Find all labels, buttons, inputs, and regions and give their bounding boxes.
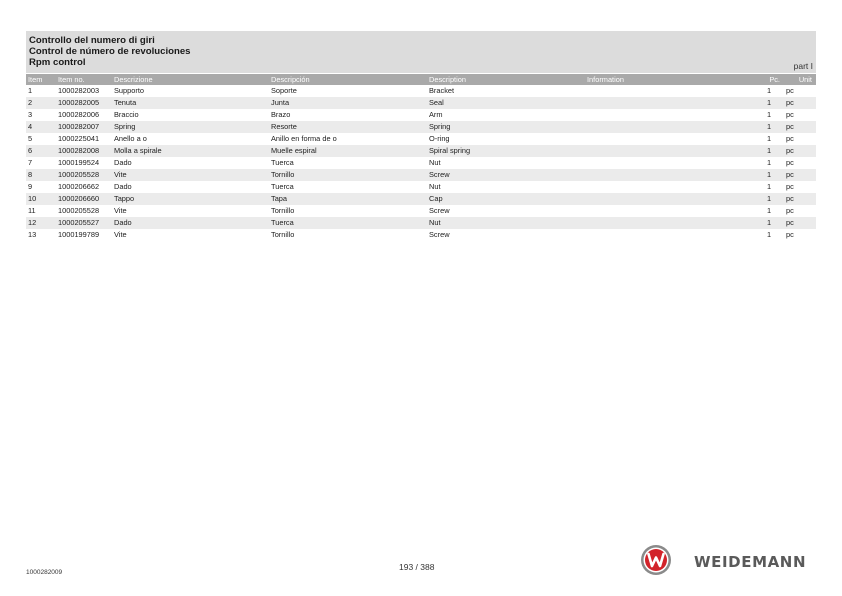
table-row <box>26 109 816 121</box>
cell-information <box>585 109 757 121</box>
title-english: Rpm control <box>29 57 86 68</box>
cell-item: 8 <box>26 169 56 181</box>
cell-descripcion: Resorte <box>269 121 427 133</box>
cell-information <box>585 145 757 157</box>
cell-descrizione: Spring <box>112 121 269 133</box>
cell-information <box>585 193 757 205</box>
cell-pc: 1 <box>757 85 784 97</box>
cell-description: Nut <box>427 157 585 169</box>
table-row <box>26 205 816 217</box>
cell-item: 4 <box>26 121 56 133</box>
cell-information <box>585 157 757 169</box>
cell-pc: 1 <box>757 157 784 169</box>
cell-description: Screw <box>427 229 585 241</box>
cell-item-no: 1000199789 <box>56 229 112 241</box>
cell-information <box>585 217 757 229</box>
col-unit: Unit <box>784 74 816 85</box>
cell-item: 11 <box>26 205 56 217</box>
brand-name: WEIDEMANN <box>694 553 807 571</box>
cell-descrizione: Vite <box>112 205 269 217</box>
cell-pc: 1 <box>757 229 784 241</box>
table-row <box>26 121 816 133</box>
cell-descripcion: Tuerca <box>269 181 427 193</box>
cell-pc: 1 <box>757 109 784 121</box>
cell-unit: pc <box>784 217 816 229</box>
cell-descripcion: Tuerca <box>269 217 427 229</box>
cell-item: 6 <box>26 145 56 157</box>
cell-descrizione: Tenuta <box>112 97 269 109</box>
cell-description: Bracket <box>427 85 585 97</box>
col-description: Description <box>427 74 585 85</box>
cell-unit: pc <box>784 169 816 181</box>
cell-pc: 1 <box>757 205 784 217</box>
header-box <box>26 31 816 73</box>
cell-descripcion: Tapa <box>269 193 427 205</box>
weidemann-logo-icon <box>640 544 672 576</box>
cell-descripcion: Anillo en forma de o <box>269 133 427 145</box>
cell-item-no: 1000206662 <box>56 181 112 193</box>
cell-descripcion: Soporte <box>269 85 427 97</box>
cell-information <box>585 121 757 133</box>
table-row <box>26 217 816 229</box>
cell-unit: pc <box>784 157 816 169</box>
cell-unit: pc <box>784 205 816 217</box>
cell-information <box>585 229 757 241</box>
cell-item: 2 <box>26 97 56 109</box>
cell-information <box>585 97 757 109</box>
col-information: Information <box>585 74 757 85</box>
cell-unit: pc <box>784 145 816 157</box>
table-row <box>26 145 816 157</box>
cell-pc: 1 <box>757 217 784 229</box>
col-pc: Pc. <box>757 74 784 85</box>
parts-table <box>26 74 816 241</box>
cell-item-no: 1000206660 <box>56 193 112 205</box>
cell-descrizione: Dado <box>112 217 269 229</box>
cell-item-no: 1000199524 <box>56 157 112 169</box>
table-row <box>26 193 816 205</box>
cell-description: Nut <box>427 217 585 229</box>
cell-descripcion: Tornillo <box>269 205 427 217</box>
cell-pc: 1 <box>757 145 784 157</box>
cell-item-no: 1000205528 <box>56 205 112 217</box>
cell-descripcion: Tuerca <box>269 157 427 169</box>
cell-information <box>585 133 757 145</box>
cell-descrizione: Dado <box>112 157 269 169</box>
cell-descripcion: Tornillo <box>269 169 427 181</box>
cell-unit: pc <box>784 193 816 205</box>
cell-description: O-ring <box>427 133 585 145</box>
col-item: Item <box>26 74 56 85</box>
cell-item: 9 <box>26 181 56 193</box>
cell-description: Screw <box>427 169 585 181</box>
cell-descrizione: Anello a o <box>112 133 269 145</box>
cell-description: Screw <box>427 205 585 217</box>
cell-unit: pc <box>784 109 816 121</box>
cell-item-no: 1000205528 <box>56 169 112 181</box>
cell-item-no: 1000282005 <box>56 97 112 109</box>
cell-item-no: 1000282007 <box>56 121 112 133</box>
cell-descripcion: Tornillo <box>269 229 427 241</box>
table-row <box>26 169 816 181</box>
cell-description: Seal <box>427 97 585 109</box>
cell-descrizione: Braccio <box>112 109 269 121</box>
table-row <box>26 85 816 97</box>
cell-descripcion: Muelle espiral <box>269 145 427 157</box>
cell-descripcion: Junta <box>269 97 427 109</box>
table-row <box>26 97 816 109</box>
cell-unit: pc <box>784 97 816 109</box>
cell-item-no: 1000225041 <box>56 133 112 145</box>
cell-pc: 1 <box>757 181 784 193</box>
cell-pc: 1 <box>757 193 784 205</box>
table-row <box>26 133 816 145</box>
cell-unit: pc <box>784 229 816 241</box>
document-number: 1000282009 <box>26 569 63 576</box>
cell-item: 5 <box>26 133 56 145</box>
cell-unit: pc <box>784 121 816 133</box>
title-spanish: Control de número de revoluciones <box>29 46 191 57</box>
cell-descrizione: Molla a spirale <box>112 145 269 157</box>
table-row <box>26 181 816 193</box>
cell-information <box>585 205 757 217</box>
part-label: part I <box>793 61 813 71</box>
cell-information <box>585 85 757 97</box>
cell-item: 1 <box>26 85 56 97</box>
table-row <box>26 229 816 241</box>
cell-descrizione: Tappo <box>112 193 269 205</box>
cell-description: Cap <box>427 193 585 205</box>
col-item-no: Item no. <box>56 74 112 85</box>
col-descripcion: Descripción <box>269 74 427 85</box>
cell-item-no: 1000282008 <box>56 145 112 157</box>
col-descrizione: Descrizione <box>112 74 269 85</box>
cell-descripcion: Brazo <box>269 109 427 121</box>
cell-item: 13 <box>26 229 56 241</box>
cell-item: 7 <box>26 157 56 169</box>
cell-item-no: 1000282003 <box>56 85 112 97</box>
cell-description: Arm <box>427 109 585 121</box>
cell-pc: 1 <box>757 121 784 133</box>
cell-description: Spiral spring <box>427 145 585 157</box>
page-number: 193 / 388 <box>399 562 435 572</box>
cell-pc: 1 <box>757 133 784 145</box>
cell-item: 3 <box>26 109 56 121</box>
cell-descrizione: Dado <box>112 181 269 193</box>
cell-unit: pc <box>784 133 816 145</box>
table-row <box>26 157 816 169</box>
title-italian: Controllo del numero di giri <box>29 35 155 46</box>
cell-pc: 1 <box>757 97 784 109</box>
cell-description: Nut <box>427 181 585 193</box>
cell-descrizione: Vite <box>112 229 269 241</box>
cell-unit: pc <box>784 181 816 193</box>
cell-unit: pc <box>784 85 816 97</box>
cell-descrizione: Supporto <box>112 85 269 97</box>
table-header-row <box>26 74 816 85</box>
cell-descrizione: Vite <box>112 169 269 181</box>
cell-information <box>585 169 757 181</box>
cell-item: 10 <box>26 193 56 205</box>
cell-item: 12 <box>26 217 56 229</box>
cell-description: Spring <box>427 121 585 133</box>
cell-item-no: 1000205527 <box>56 217 112 229</box>
cell-information <box>585 181 757 193</box>
cell-item-no: 1000282006 <box>56 109 112 121</box>
cell-pc: 1 <box>757 169 784 181</box>
